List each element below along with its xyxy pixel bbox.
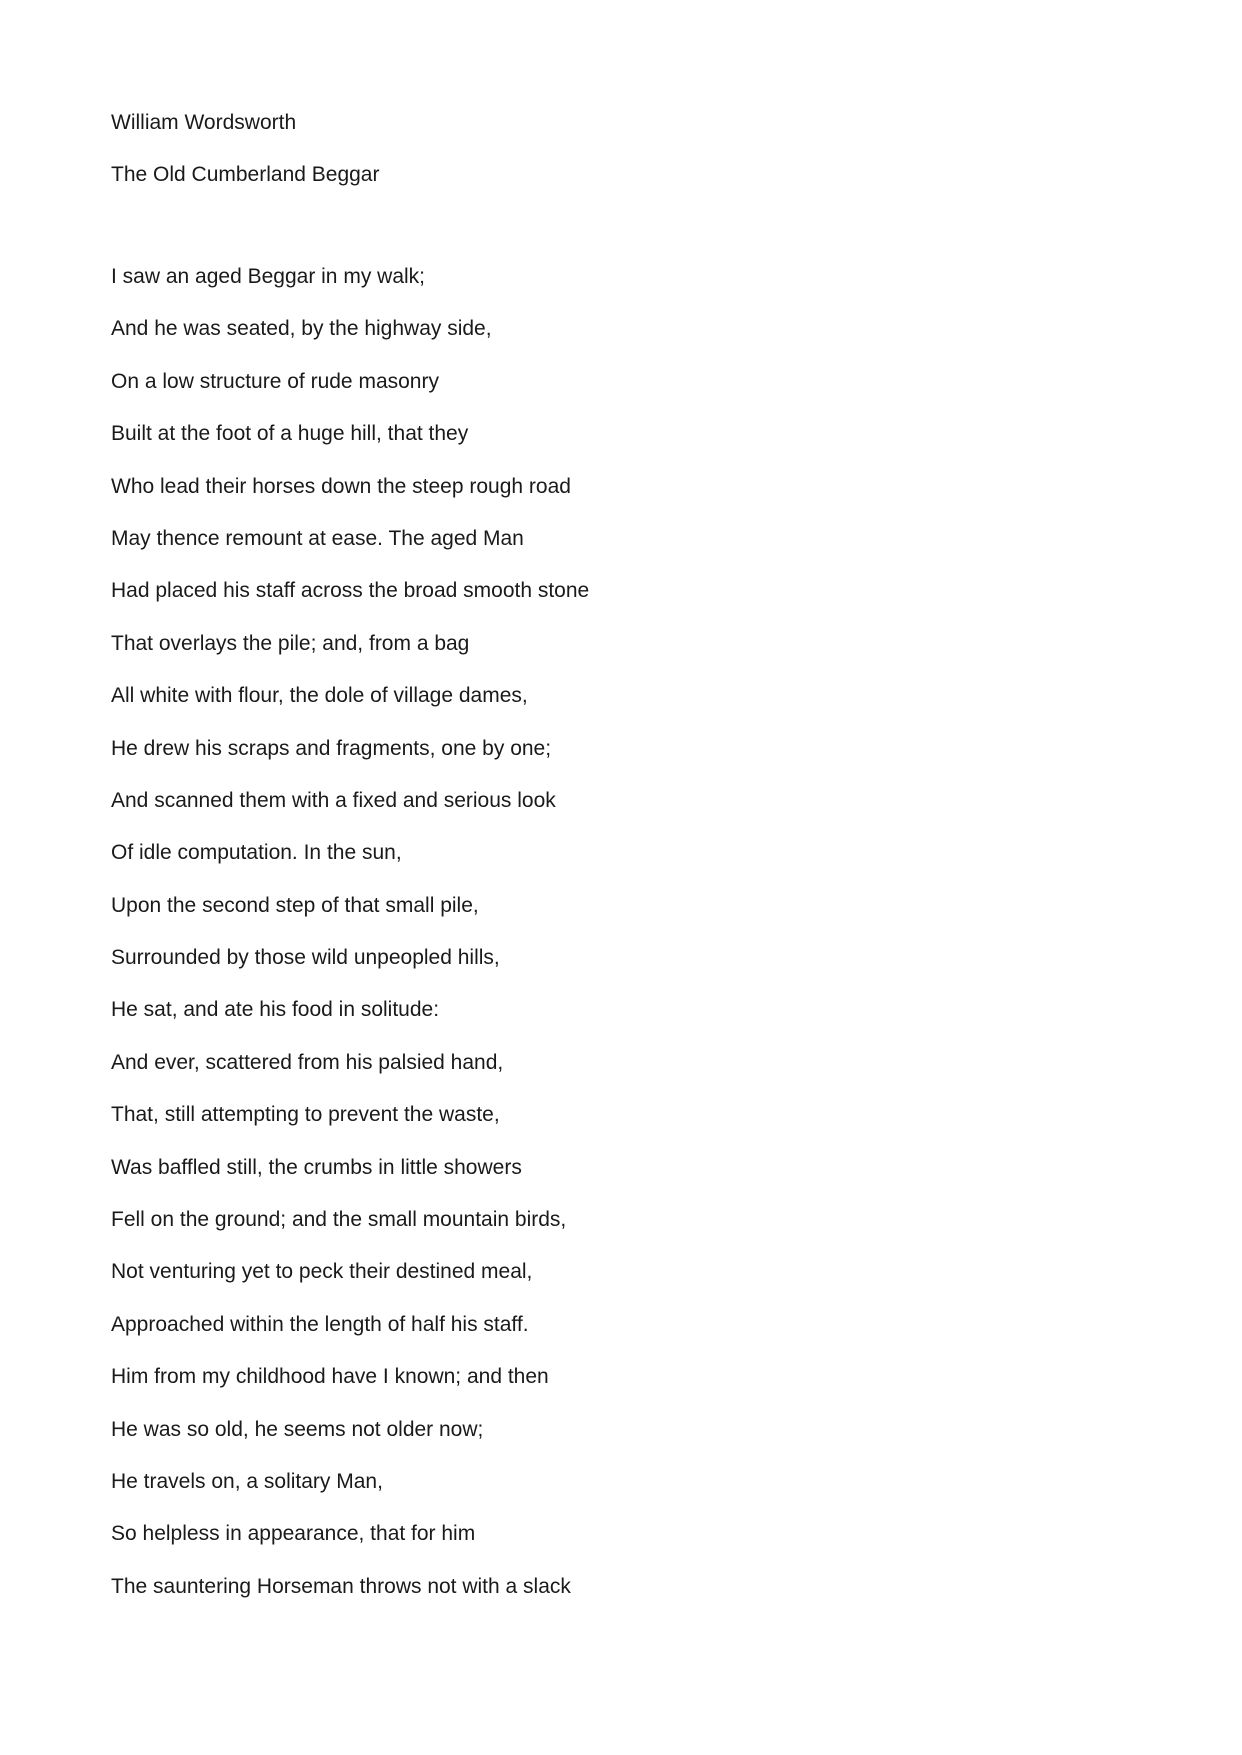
poem-title: The Old Cumberland Beggar xyxy=(111,163,380,186)
poem-line: Not venturing yet to peck their destined meal, xyxy=(111,1260,533,1284)
poem-body xyxy=(111,264,1111,1600)
poem-line: Had placed his staff across the broad smooth stone xyxy=(111,579,590,603)
poem-line: He travels on, a solitary Man, xyxy=(111,1469,383,1493)
poem-line: That overlays the pile; and, from a bag xyxy=(111,631,470,655)
poem-line: All white with flour, the dole of village dames, xyxy=(111,684,528,708)
poem-line: Approached within the length of half his staff. xyxy=(111,1312,529,1336)
poem-line: Fell on the ground; and the small mountain birds, xyxy=(111,1208,567,1232)
poem-line: That, still attempting to prevent the waste, xyxy=(111,1103,500,1127)
poem-line: May thence remount at ease. The aged Man xyxy=(111,526,524,550)
poem-line: On a low structure of rude masonry xyxy=(111,369,439,393)
poem-line: He was so old, he seems not older now; xyxy=(111,1417,484,1441)
poem-line: And scanned them with a fixed and serious look xyxy=(111,788,556,812)
document-content xyxy=(111,110,1111,1626)
poem-line: The sauntering Horseman throws not with a slack xyxy=(111,1574,571,1598)
poem-line: And he was seated, by the highway side, xyxy=(111,317,492,341)
poem-line: He drew his scraps and fragments, one by one; xyxy=(111,736,552,760)
poem-line: And ever, scattered from his palsied hand, xyxy=(111,1050,504,1074)
poem-line: Who lead their horses down the steep rough road xyxy=(111,474,571,498)
poem-line: Upon the second step of that small pile, xyxy=(111,893,479,917)
poem-line: So helpless in appearance, that for him xyxy=(111,1522,476,1546)
author-name: William Wordsworth xyxy=(111,111,297,134)
poem-line: Him from my childhood have I known; and then xyxy=(111,1365,549,1389)
poem-line: Of idle computation. In the sun, xyxy=(111,841,402,865)
poem-line: Surrounded by those wild unpeopled hills, xyxy=(111,946,500,970)
poem-line: I saw an aged Beggar in my walk; xyxy=(111,265,425,288)
poem-line: Was baffled still, the crumbs in little showers xyxy=(111,1155,522,1179)
poem-line: He sat, and ate his food in solitude: xyxy=(111,998,440,1022)
poem-line: Built at the foot of a huge hill, that they xyxy=(111,422,469,446)
